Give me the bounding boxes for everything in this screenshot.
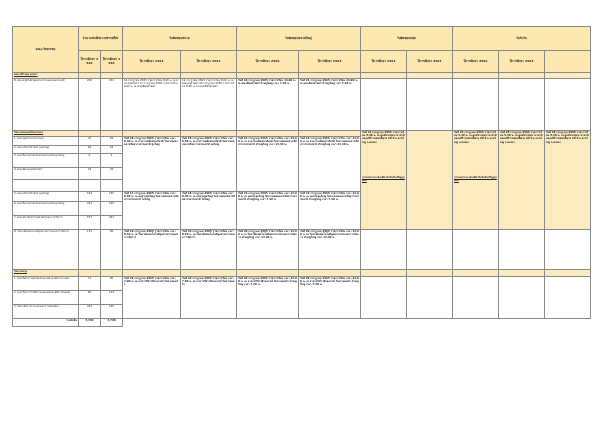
schedule-cell: วันที่ 19 กรกฎาคม 2565 ราชการเรียน เวลา 13.00 น. ณ หอประชุมใหญ่ วิทยาเขตสงขลาทรัพยากรธรรมชาติ ทำหญ่ใหญ่ เวลา 7.30 น. — [299, 192, 361, 230]
header-year-2563: ปีการศึกษา 2563 — [499, 51, 545, 73]
table-row-faculty: 5. คณะบริหารศาสตร์ (ทุ่งใหญ่) — [13, 192, 79, 202]
schedule-sheet — [12, 26, 590, 327]
table-row-faculty: 1. คณะอุตสาหกรรมเกษตร — [13, 137, 79, 146]
count-2563: 18 — [101, 146, 123, 154]
count-2563: 4 — [101, 154, 123, 168]
count-2562: 135 — [79, 230, 101, 270]
header-year-2563: ปีการศึกษา 2563 — [101, 51, 123, 73]
ceremony-cell: วันที่ 22 กรกฎาคม 2565 ราชการเรียน 5.30 น. ณ ศูนย์ประชุมนานาชาติ ฉลองสิริราชสมบัติครบ 60 ปี อ.หาดใหญ่ จ.สงขลา การแต่งกาย เช่นเดียวกับวันรับปริญญาบัตร — [361, 131, 407, 230]
count-2562: 0 — [79, 154, 101, 168]
schedule-cell: วันที่ 18 กรกฎาคม 2565 ราชการเรียน เวลา 8.30 น. ณ อาคารเฉลิมพระเกียรติ วิทยาเขตสงขลาทรัพยากรธรรมชาติ ทุ่งใหญ่ — [181, 137, 237, 192]
schedule-cell: วันที่ 21 กรกฎาคม 2565 ราชการเรียน 13.00 น. ณ คณะศิลปศาสตร์ ทำหญ่ใหญ่ เวลา 7.30 น. — [299, 79, 361, 131]
schedule-cell: วันที่ 20 กรกฎาคม 2565 ราชการเรียน เวลา 13.00 น. ณ อาคารกีฬาวชิรลงกรณ์ วิทยาเขตตรัง ทำหญ่ใหญ่ เวลา 7.30 น. — [237, 277, 299, 319]
table-row-faculty: 7. คณะสถาปัตยกรรมศาสตร์และการจัดการ — [13, 216, 79, 230]
header-group-1: รับผิดชอบหน่วย — [123, 27, 237, 51]
table-row-faculty: 3. วิทยาลัยการโรงแรมและการท่องเที่ยว — [13, 305, 79, 319]
schedule-cell: วันที่ 20 กรกฎาคม 2565 ราชการเรียน เวลา 13.00 น. ณ วิทยาลัยเทคโนโลยีอุตสาหกรรมและการจัดการ ทำหญ่ใหญ่ เวลา 13.30 น. — [299, 230, 361, 270]
schedule-cell: วันที่ 20 กรกฎาคม 2565 ราชการเรียน เวลา 13.00 น. ณ อาคารกีฬาวชิรลงกรณ์ วิทยาเขตตรัง ทำหญ่ใหญ่ เวลา 7.30 น. — [299, 277, 361, 319]
table-row-faculty: 2. คณะวิทยาการจัดการและเทคโนโลยีสารสนเทศ — [13, 291, 79, 305]
count-2563: 103 — [101, 291, 123, 305]
schedule-cell: วันที่ 19 กรกฎาคม 2565 ราชการเรียน เวลา 13.00 น. ณ อาคารเฉลิมพระเกียรติ วิทยาเขตสงขลาทรัพยากรธรรมชาติ ทำหญ่ใหญ่ เวลา 13.30 น. — [237, 137, 299, 192]
count-2563: 452 — [101, 216, 123, 230]
count-2562: 64 — [79, 146, 101, 154]
header-year-2562: ปีการศึกษา 2562 — [237, 51, 299, 73]
header-student-count: จำนวนนักศึกษา/บพรายที่ส่ง — [79, 27, 123, 51]
count-2562: 23 — [79, 168, 101, 180]
schedule-cell: วันที่ 19 กรกฎาคม 2565 ราชการเรียน เวลา 13.00 น. ณ หอประชุมใหญ่ วิทยาเขตสงขลาทรัพยากรธรรมชาติ ทำหญ่ใหญ่ เวลา 7.30 น. — [237, 192, 299, 230]
schedule-cell: 16 กรกฎาคม 2565 ราชการเรียน 8.00 น. ณ คณะครุศาสตร์ 17 กรกฎาคม 2565 ราชการเรียน 8.00 น. ณ คณะศิลปศาสตร์ — [123, 79, 181, 131]
total-2562: 3,794 — [79, 319, 101, 327]
schedule-cell: วันที่ 19 กรกฎาคม 2565 ราชการเรียน เวลา 8.30 น. ณ วิทยาลัยเทคโนโลยีอุตสาหกรรมและการจัดการ — [123, 230, 181, 270]
count-2562: 71 — [79, 277, 101, 291]
count-2562: 192 — [79, 192, 101, 202]
table-row-faculty: 1. คณะวิศวกรรมศาสตร์และเทคโนโลยีการเกษตร — [13, 277, 79, 291]
count-2563: 25 — [101, 168, 123, 180]
total-label: รวมทั้งสิ้น — [13, 319, 79, 327]
schedule-cell: วันที่ 18 กรกฎาคม 2565 ราชการเรียน เวลา 8.30 น. ณ หอประชุมใหญ่ วิทยาเขตสงขลาทรัพยากรธรรมชาติ ไสใหญ่ — [181, 192, 237, 230]
schedule-cell: 19 กรกฎาคม 2565 ราชการเรียน 8.00 น. ณ คณะครุศาสตร์ 20 กรกฎาคม 2565 ราชการเรียน 8.00 น. ณ คณะศิลปศาสตร์ — [181, 79, 237, 131]
schedule-cell: วันที่ 19 กรกฎาคม 2565 ราชการเรียน เวลา 8.30 น. ณ วิทยาลัยเทคโนโลยีอุตสาหกรรมและการจัดการ — [181, 230, 237, 270]
header-year-2562: ปีการศึกษา 2562 — [453, 51, 499, 73]
header-group-4: รับรับรับ — [453, 27, 591, 51]
ceremony-cell: วันที่ 23 กรกฎาคม 2565 ราชการเรียน 5.30 น. ณ ศูนย์ประชุมนานาชาติ ฉลองสิริราชสมบัติครบ 60 ปี อ.หาดใหญ่ จ.สงขลา การแต่งกาย เช่นเดียวกับวันรับปริญญาบัตร — [453, 131, 499, 230]
count-2563: 69 — [101, 137, 123, 146]
schedule-cell: วันที่ 18 กรกฎาคม 2565 ราชการเรียน 13.00 น. ณ คณะศิลปศาสตร์ ทำหญ่ใหญ่ เวลา 7.30 น. — [237, 79, 299, 131]
count-2563: 195 — [101, 202, 123, 216]
schedule-cell: วันที่ 18 กรกฎาคม 2565 ราชการเรียน เวลา 8.30 น. ณ อาคารเฉลิมพระเกียรติ วิทยาเขตสงขลาทรัพยากรธรรมชาติ ทุ่งใหญ่ — [123, 137, 181, 192]
count-2563: 182 — [101, 79, 123, 131]
ceremony-cell: วันที่ 25 กรกฎาคม 2565 ราชการเรียน 5.30 น. ณ ศูนย์ประชุมนานาชาติ ฉลองสิริราชสมบัติครบ 60 ปี อ.หาดใหญ่ จ.สงขลา — [499, 131, 545, 230]
table-row-faculty: 2. คณะบริหารศาสตร์ (ทุ่งใหญ่) — [13, 146, 79, 154]
header-year-2562: ปีการศึกษา 2562 — [79, 51, 101, 73]
table-row-faculty: 8. วิทยาลัยเทคโนโลยีอุตสาหกรรมและการจัดการ — [13, 230, 79, 270]
count-2563: 85 — [101, 230, 123, 270]
count-2563: 90 — [101, 277, 123, 291]
section-label: บดบ.ศรีโรด่อ สงขลา — [13, 73, 79, 79]
total-2563: 3,798 — [101, 319, 123, 327]
table-row-faculty: 6. คณะวิทยาศาสตร์และเทคโนโลยี (ทุ่งใหญ่) — [13, 202, 79, 216]
header-year-2562: ปีการศึกษา 2562 — [123, 51, 181, 73]
schedule-cell: วันที่ 19 กรกฎาคม 2565 ราชการเรียน เวลา 7.00 น. ณ อาคารกีฬาวชิรลงกรณ์ วิทยาเขตตรัง — [123, 277, 181, 319]
count-2562: 31 — [79, 137, 101, 146]
table-row-faculty: 3. คณะวิทยาศาสตร์และเทคโนโลยี (ทุ่งใหญ่) — [13, 154, 79, 168]
schedule-cell: วันที่ 19 กรกฎาคม 2565 ราชการเรียน เวลา 13.00 น. ณ อาคารเฉลิมพระเกียรติ วิทยาเขตสงขลาทรัพยากรธรรมชาติ ทำหญ่ใหญ่ เวลา 13.30 น. — [299, 137, 361, 192]
header-year-2563: ปีการศึกษา 2563 — [407, 51, 453, 73]
table-row-faculty: 8. คณะครุศาสตร์อุตสาหกรรมและเทคโนโลยี — [13, 79, 79, 131]
count-2563: 150 — [101, 192, 123, 202]
schedule-cell: วันที่ 19 กรกฎาคม 2565 ราชการเรียน เวลา 7.00 น. ณ อาคารกีฬาวชิรลงกรณ์ วิทยาเขตตรัง — [181, 277, 237, 319]
schedule-cell: วันที่ 20 กรกฎาคม 2565 ราชการเรียน เวลา 13.00 น. ณ วิทยาลัยเทคโนโลยีอุตสาหกรรมและการจัดการ ทำหญ่ใหญ่ เวลา 13.30 น. — [237, 230, 299, 270]
header-year-2563: ปีการศึกษา 2563 — [181, 51, 237, 73]
header-faculty: คณะ/วิทยาเขต — [13, 27, 79, 73]
count-2562: 200 — [79, 79, 101, 131]
count-2562: 232 — [79, 305, 101, 319]
section-label: วิทยาเขตรุ่ง — [13, 270, 79, 277]
count-2562: 82 — [79, 291, 101, 305]
count-2563: 120 — [101, 305, 123, 319]
count-2562: 577 — [79, 216, 101, 230]
header-blank — [545, 51, 591, 73]
header-group-3: รับผิดชอบหลุ่ม — [361, 27, 453, 51]
ceremony-cell: วันที่ 26 กรกฎาคม 2565 ราชการเรียน 5.30 น. ณ ศูนย์ประชุมนานาชาติ ฉลองสิริราชสมบัติครบ 60 ปี อ.หาดใหญ่ จ.สงขลา — [545, 131, 591, 230]
table-row-faculty: 4. คณะสัตวแพทยศาสตร์ — [13, 168, 79, 180]
schedule-cell: วันที่ 17 กรกฎาคม 2565 ราชการเรียน เวลา 8.30 น. ณ หอประชุมใหญ่ วิทยาเขตสงขลาทรัพยากรธรรมชาติ ไสใหญ่ — [123, 192, 181, 230]
section-label: วิทยาเขตหอมหรือนเกษตร — [13, 131, 79, 137]
header-year-2563: ปีการศึกษา 2563 — [299, 51, 361, 73]
schedule-table — [12, 26, 591, 327]
header-year-2562: ปีการศึกษา 2562 — [361, 51, 407, 73]
header-group-2: รับผิดชอบหน่วยใหญ่ — [237, 27, 361, 51]
count-2562: 221 — [79, 202, 101, 216]
